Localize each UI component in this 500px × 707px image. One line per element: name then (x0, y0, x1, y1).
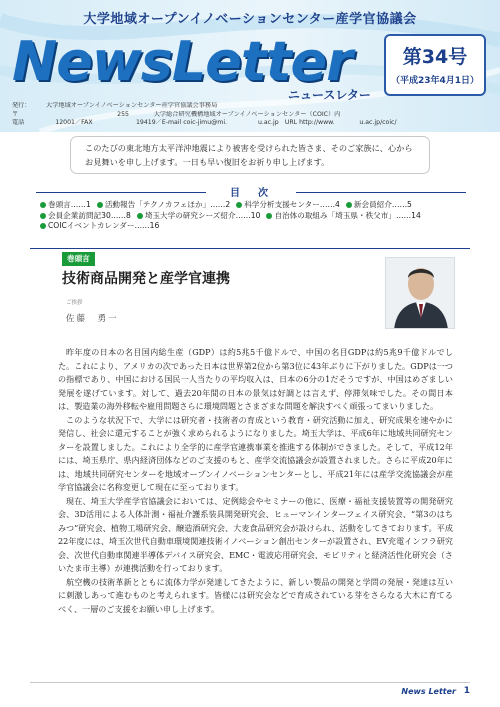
toc-item[interactable]: 埼玉大学の研究シーズ紹介……10 (137, 211, 261, 222)
bullet-icon (40, 223, 46, 229)
condolence-notice: このたびの東北地方太平洋沖地震により被害を受けられた皆さま、そのご家族に、心からお見舞いを申し上げます。一日も早い復旧をお祈り申し上げます。 (70, 136, 430, 174)
toc-row (40, 211, 470, 222)
article-body (58, 346, 453, 616)
toc-title: 目 次 (230, 188, 272, 199)
bullet-icon (40, 213, 46, 219)
author-photo (385, 257, 455, 329)
toc-rule-right (296, 192, 466, 193)
toc-heading (36, 183, 466, 197)
bullet-icon (97, 202, 103, 208)
toc-item[interactable]: 巻頭言……1 (40, 200, 91, 211)
page-footer (30, 682, 470, 700)
bullet-icon (236, 202, 242, 208)
page-number: 1 (463, 686, 470, 696)
toc-bottom-rule (30, 248, 470, 249)
article-title: 技術商品開発と産学官連携 (62, 271, 230, 287)
article-paragraph: 昨年度の日本の名目国内総生産（GDP）は約5兆5千億ドルで、中国の名目GDPは約5兆9千億ドルでした。これにより、アメリカの次であった日本は世界第2位から第3位に43年ぶりに下がりました。GDPは一つの指標であり、中国における国民一人当たりの平均収入は、日本の6分の1だそうですが、中国はめざましい発展を遂げています。対して、過去20年間の日本の景気は好調とは言えず、停滞気味でした。その間日本は、製造業の海外移転や雇用問題さらに環境問題とさまざまな問題を解決すべく頑張ってまいりました。 (58, 347, 453, 411)
section-tag: 巻頭言 (62, 252, 95, 266)
publisher-line: 発行： 大学地域オープンイノベーションセンター産学官協議会事務局 (12, 102, 218, 109)
toc-item[interactable]: 自治体の取組み「埼玉県・秩父市」……14 (266, 211, 420, 222)
toc-item[interactable]: 科学分析支援センター……4 (236, 200, 340, 211)
toc-rule-left (36, 192, 206, 193)
address-line: 〒 255 大学総合研究機構地域オープンイノベーションセンター（COIC）内 (12, 110, 341, 118)
article-paragraph: このような状況下で、大学には研究者・技術者の育成という教育・研究活動に加え、研究成果を速やかに発信し、社会に還元することが強く求められるようになりました。埼玉大学は、平成6年に地域共同研究センターを設置しました。これにより全学的に産学官連携事業を推進する体制ができました。そして、平成12年には、埼玉県庁、県内経済団体などのご支援のもと、産学交流協議会が設置されました。さらに平成20年には、地域共同研究センターを地域オープンイノベーションセンターとし、平成21年には産学交流協議会が産学官協議会に名称変更して現在に至っております。 (58, 414, 453, 492)
toc-item[interactable]: COICイベントカレンダー……16 (40, 221, 159, 232)
toc-item[interactable]: 会員企業訪問記30……8 (40, 211, 131, 222)
toc-item[interactable]: 活動報告「テクノカフェほか」……2 (97, 200, 230, 211)
contact-line: 電話 12001／FAX 19419／E-mail coic-jimu@mi. u.ac.jp URL http://www. u.ac.jp/coic/ (12, 119, 397, 126)
article-paragraph: 航空機の技術革新とともに流体力学が発達してきたように、新しい製品の開発と学問の発展・発達は互いに刺激しあって進むものと考えられます。皆様には研究会などで育成されている芽をさらなる大木に育てるべく、一層のご支援をお願い申し上げます。 (58, 576, 453, 614)
author-name: 佐藤 勇一 (66, 314, 119, 324)
table-of-contents (40, 200, 470, 232)
newsletter-logo: NewsLetter (12, 30, 352, 93)
newsletter-subtitle: ニュースレター (288, 88, 371, 102)
bullet-icon (137, 213, 143, 219)
newsletter-header (0, 0, 500, 132)
publisher-info (12, 102, 488, 128)
bullet-icon (40, 202, 46, 208)
toc-row (40, 221, 470, 232)
issue-date: （平成23年4月1日） (390, 76, 480, 86)
organization-title: 大学地域オープンイノベーションセンター産学官協議会 (83, 12, 417, 27)
author-role: ご挨拶 (66, 300, 83, 306)
issue-number: 第34号 (402, 46, 468, 68)
toc-item[interactable]: 新会員紹介……5 (346, 200, 412, 211)
bullet-icon (266, 213, 272, 219)
toc-row (40, 200, 470, 211)
article-paragraph: 現在、埼玉大学産学官協議会においては、定例総会やセミナーの他に、医療・福祉支援装置等の開発研究会、3D活用による人体計測・福祉介護系装具開発研究会、ヒューマンインターフェイス研究会、“第3のはちみつ”研究会、植物工場研究会、醸造酒研究会、大麦食品研究会が設けられ、活動をしてきております。平成22年度には、埼玉次世代自動車環境関連技術イノベーション創出センターが設置され、EV充電インフラ研究会、次世代自動車関連半導体デバイス研究会、EMC・電波応用研究会、モビリティと経済活性化研究会（さいたま市主導）が連携活動を行っております。 (58, 495, 453, 573)
portrait-icon (386, 258, 455, 329)
footer-brand: News Letter (401, 687, 456, 696)
bullet-icon (346, 202, 352, 208)
issue-badge (384, 34, 486, 96)
